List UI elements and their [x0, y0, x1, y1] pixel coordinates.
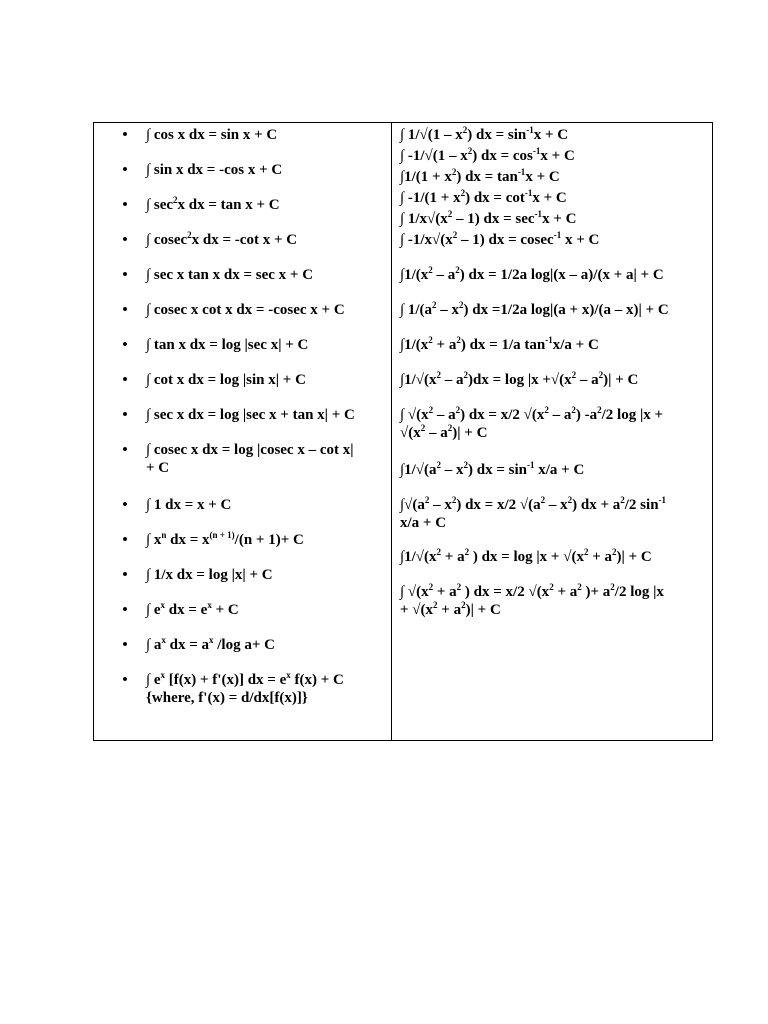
left-formula-line: + C [146, 460, 170, 476]
bullet-icon: • [122, 407, 128, 423]
right-formula-line: $√(x^2 - a^2)| + C$ [400, 423, 488, 441]
bullet-icon: • [122, 602, 128, 618]
bullet-icon: • [122, 442, 128, 458]
right-formula-line: $\int 1/(x^2 + a^2)$ dx = 1/a $\tan^{-1}x/a + C$ [400, 335, 599, 353]
left-formula-line: ∫ cos x dx = sin x + C [146, 127, 278, 143]
bullet-icon: • [122, 372, 128, 388]
left-formula-line: ∫ $x^n$ dx = $x^{(n + 1)}/(n + 1)+ C$ [146, 530, 304, 548]
right-formula-line: $\int 1/√(a^2 - x^2)$ dx = $\sin^{-1} x/a + C$ [400, 460, 585, 478]
left-formula-line: {where, f'(x) = d/dx[f(x)]} [146, 690, 308, 706]
bullet-icon: • [122, 637, 128, 653]
left-formula-line: ∫ sin x dx = -cos x + C [146, 162, 283, 178]
right-formula-line: ∫ $1/√(1 - x^2)$ dx = $\sin^{-1}x + C$ [400, 125, 569, 143]
right-formula-line: + $√(x^2 + a^2)| + C$ [400, 600, 501, 618]
right-formula-line: ∫ $-1/x√(x^2 - 1)$ dx = cosec$^{-1}$ x + C [400, 230, 600, 248]
left-formula-line: ∫ cosec$^2$x dx = -cot x + C [146, 230, 298, 248]
right-formula-line: $\int 1/(x^2 - a^2)$ dx = 1/2a log|(x – a)/(x + a| + C [400, 265, 664, 283]
right-formula-line: $\int 1/(1 + x^2)$ dx = $\tan^{-1}x + C$ [400, 167, 560, 185]
bullet-icon: • [122, 337, 128, 353]
right-formula-line: ∫ $1/x√(x^2 - 1)$ dx = $\sec^{-1}x + C$ [400, 209, 577, 227]
right-formula-line: ∫ $√(x^2 - a^2)$ dx = x/2 $√(x^2 - a^2)$ $-a^2/2$ log |x + [400, 405, 664, 423]
right-formula-line: ∫ $√(x^2 + a^2$ ) dx = x/2 $√(x^2 + a^2$ )+ $a^2/2$ log |x [400, 582, 664, 600]
left-formula-line: ∫ sec x tan x dx = sec x + C [146, 267, 314, 283]
formula-table [93, 122, 713, 741]
bullet-icon: • [122, 497, 128, 513]
left-formula-line: ∫ $e^x$ dx = $e^x + C$ [146, 600, 239, 618]
left-formula-line: ∫ cosec x cot x dx = -cosec x + C [146, 302, 345, 318]
left-formula-line: ∫ cot x dx = log |sin x| + C [146, 372, 306, 388]
right-formula-line: $\int 1/√(x^2 + a^2$ ) dx = $\log |x + √(x^2 + a^2)| + C$ [400, 547, 652, 565]
right-formula-line: ∫ $-1/(1 + x^2)$ dx = $\cot^{-1}x + C$ [400, 188, 567, 206]
right-formula-line: ∫ $-1/√(1 - x^2)$ dx = $\cos^{-1}x + C$ [400, 146, 575, 164]
bullet-icon: • [122, 162, 128, 178]
right-formula-line: $\int√(a^2 - x^2)$ dx = x/2 $√(a^2 - x^2)$ dx + $a^2/2$ $\sin^{-1}$ [400, 495, 667, 513]
column-divider [391, 123, 392, 740]
bullet-icon: • [122, 672, 128, 688]
bullet-icon: • [122, 197, 128, 213]
left-formula-line: ∫ 1 dx = x + C [146, 497, 232, 513]
bullet-icon: • [122, 532, 128, 548]
left-formula-line: ∫ $a^x$ dx = $a^x$ /log a+ C [146, 635, 275, 653]
right-formula-line: ∫ $1/(a^2 - x^2)$ dx =1/2a log|(a + x)/(a – x)| + C [400, 300, 669, 318]
right-formula-line: $\int 1/√(x^2 - a^2)dx = \log |x +√(x^2 - a^2)| + C$ [400, 370, 639, 388]
bullet-icon: • [122, 567, 128, 583]
left-formula-line: ∫ sec x dx = log |sec x + tan x| + C [146, 407, 355, 423]
left-formula-line: ∫ tan x dx = log |sec x| + C [146, 337, 309, 353]
left-formula-line: ∫ $e^x$ [f(x) + f'(x)] dx = $e^x$ f(x) + C [146, 670, 344, 688]
bullet-icon: • [122, 267, 128, 283]
left-formula-line: ∫ cosec x dx = log |cosec x – cot x| [146, 442, 354, 458]
bullet-icon: • [122, 232, 128, 248]
bullet-icon: • [122, 302, 128, 318]
left-formula-line: ∫ $\sec^2x$ dx = tan x + C [146, 195, 280, 213]
right-formula-line: x/a + C [400, 515, 447, 531]
bullet-icon: • [122, 127, 128, 143]
left-formula-line: ∫ 1/x dx = log |x| + C [146, 567, 273, 583]
